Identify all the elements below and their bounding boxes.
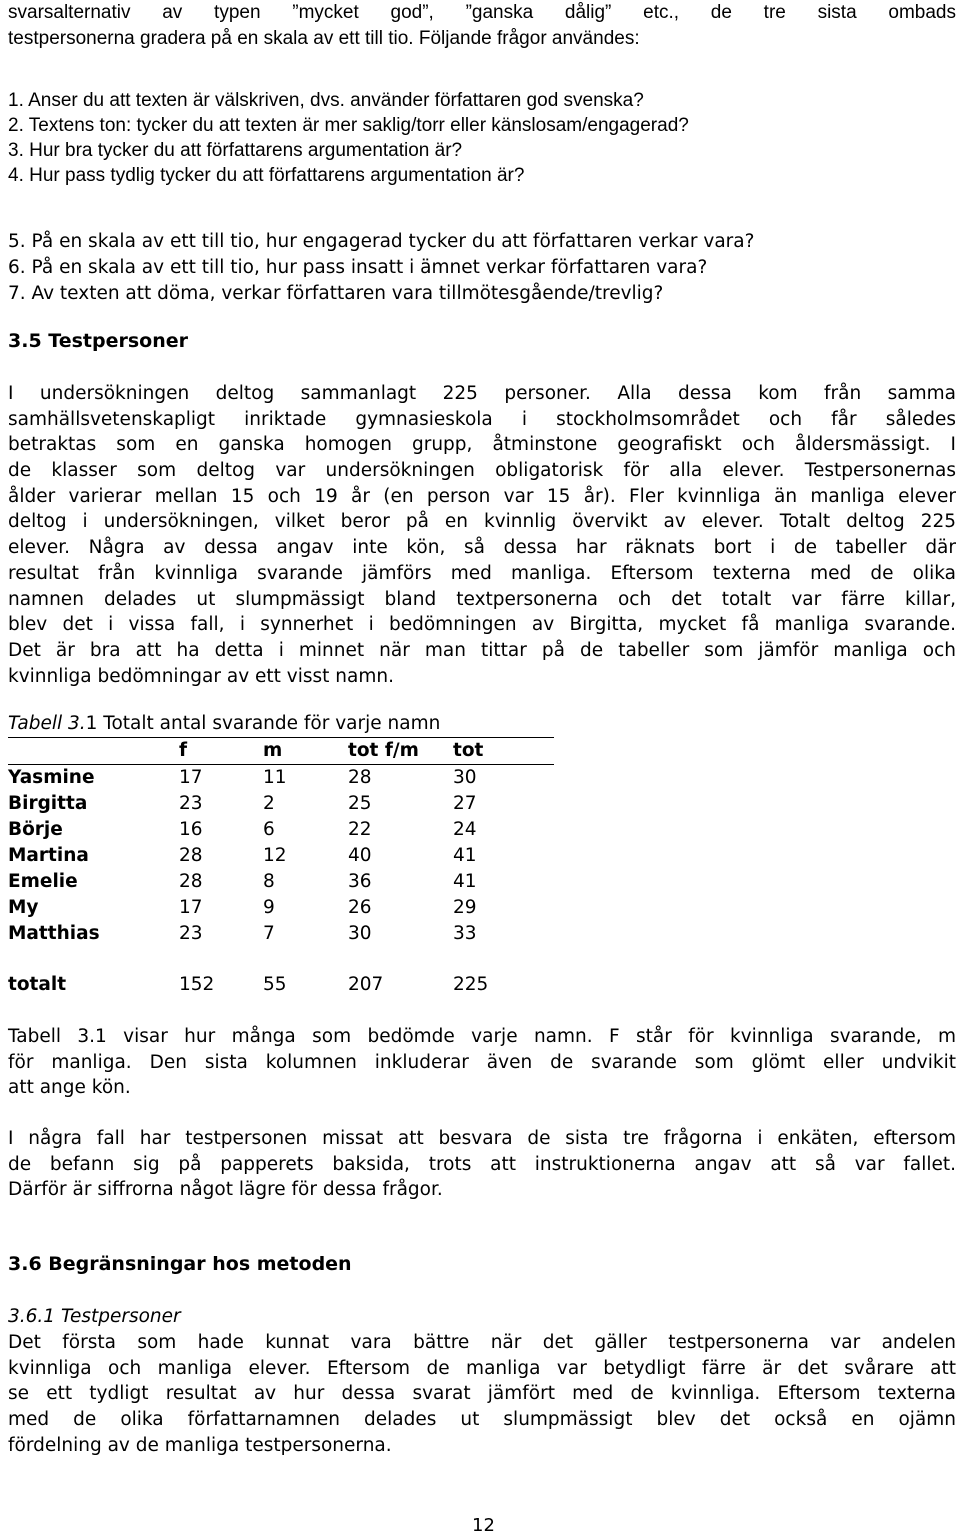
text-line: att ange kön. bbox=[8, 1077, 131, 1099]
cell-f: 28 bbox=[179, 845, 203, 866]
text-line: blev det i vissa fall, i synnerhet i bedömningen av Birgitta, mycket få manliga svarande. bbox=[8, 614, 956, 636]
text-line: elever. Några av dessa angav inte kön, så dessa har räknats bort i de tabeller där bbox=[8, 537, 956, 559]
text-line: svarsalternativ av typen ”mycket god”, ”ganska dålig” etc., de tre sista ombads bbox=[8, 2, 956, 23]
missing-answers-paragraph bbox=[8, 1126, 956, 1203]
cell-tot: 41 bbox=[453, 845, 477, 866]
text-line: fördelning av de manliga testpersonerna. bbox=[8, 1434, 392, 1456]
text-line: Tabell 3.1 visar hur många som bedömde varje namn. F står för kvinnliga svarande, m bbox=[8, 1026, 956, 1047]
text-line: med de olika författarnamnen delades ut slumpmässigt blev det också en ojämn bbox=[8, 1409, 956, 1431]
cell-m: 2 bbox=[263, 793, 275, 814]
cell-tot-fm: 40 bbox=[348, 845, 372, 866]
table-row bbox=[8, 895, 554, 921]
question-item: 7. Av texten att döma, verkar författaren vara tillmötesgående/trevlig? bbox=[8, 283, 664, 304]
header-tot-fm: tot f/m bbox=[348, 738, 453, 765]
subsection-heading: 3.6.1 Testpersoner bbox=[8, 1306, 181, 1327]
cell-tot: 24 bbox=[453, 819, 477, 840]
intro-paragraph bbox=[8, 0, 956, 52]
cell-tot-fm: 25 bbox=[348, 793, 372, 814]
table-header-row bbox=[8, 738, 554, 765]
text-line: testpersonerna gradera på en skala av ett till tio. Följande frågor användes: bbox=[8, 28, 640, 49]
page-number: 12 bbox=[472, 1515, 495, 1536]
total-m: 55 bbox=[263, 974, 287, 995]
text-line: kvinnliga bedömningar av ett visst namn. bbox=[8, 665, 394, 687]
text-line: Det är bra att ha detta i minnet när man tittar på de tabeller som jämför manliga och bbox=[8, 639, 956, 661]
row-name: Börje bbox=[8, 819, 63, 840]
respondents-table bbox=[8, 738, 554, 947]
row-name: Matthias bbox=[8, 923, 100, 944]
total-label: totalt bbox=[8, 974, 67, 995]
cell-tot: 27 bbox=[453, 793, 477, 814]
text-line: resultat från kvinnliga svarande jämförs med manliga. Eftersom texterna med de olika bbox=[8, 562, 956, 584]
section-heading: 3.6 Begränsningar hos metoden bbox=[8, 1253, 352, 1275]
text-line: I undersökningen deltog sammanlagt 225 personer. Alla dessa kom från samma bbox=[8, 383, 956, 404]
text-line: de befann sig på papperets baksida, trots att instruktionerna angav att så var fallet. bbox=[8, 1153, 956, 1175]
table-explanation-paragraph bbox=[8, 1024, 956, 1101]
total-f: 152 bbox=[179, 974, 215, 995]
text-line: ålder varierar mellan 15 och 19 år (en person var 15 år). Fler kvinnliga än manliga elever bbox=[8, 485, 956, 507]
table-row bbox=[8, 817, 554, 843]
cell-m: 6 bbox=[263, 819, 275, 840]
text-line: namnen delades ut slumpmässigt bland textpersonerna och det totalt var färre killar, bbox=[8, 588, 956, 610]
table-row bbox=[8, 791, 554, 817]
question-item: 5. På en skala av ett till tio, hur engagerad tycker du att författaren verkar vara? bbox=[8, 231, 755, 252]
table-row bbox=[8, 921, 554, 947]
section-heading: 3.5 Testpersoner bbox=[8, 330, 188, 352]
question-item: 6. På en skala av ett till tio, hur pass insatt i ämnet verkar författaren vara? bbox=[8, 257, 708, 278]
caption-text: Totalt antal svarande för varje namn bbox=[97, 713, 441, 734]
row-name: Martina bbox=[8, 845, 89, 866]
total-tot-fm: 207 bbox=[348, 974, 384, 995]
question-item: 2. Textens ton: tycker du att texten är mer saklig/torr eller känslosam/engagerad? bbox=[8, 115, 689, 136]
cell-tot-fm: 36 bbox=[348, 871, 372, 892]
cell-tot: 33 bbox=[453, 923, 477, 944]
cell-tot: 41 bbox=[453, 871, 477, 892]
cell-m: 8 bbox=[263, 871, 275, 892]
text-line: betraktas som en ganska homogen grupp, åtminstone geografiskt och åldersmässigt. I bbox=[8, 434, 956, 456]
header-f: f bbox=[179, 738, 263, 765]
cell-f: 17 bbox=[179, 897, 203, 918]
text-line: deltog i undersökningen, vilket beror på en kvinnlig övervikt av elever. Totalt deltog 225 bbox=[8, 511, 956, 533]
cell-tot-fm: 22 bbox=[348, 819, 372, 840]
question-item: 1. Anser du att texten är välskriven, dvs. använder författaren god svenska? bbox=[8, 90, 644, 111]
row-name: Yasmine bbox=[8, 767, 95, 788]
cell-f: 23 bbox=[179, 923, 203, 944]
cell-tot: 30 bbox=[453, 767, 477, 788]
text-line: kvinnliga och manliga elever. Eftersom de manliga var betydligt färre är det svårare att bbox=[8, 1357, 956, 1379]
text-line: Det första som hade kunnat vara bättre när det gäller testpersonerna var andelen bbox=[8, 1332, 956, 1353]
row-name: Birgitta bbox=[8, 793, 88, 814]
table-row bbox=[8, 869, 554, 895]
question-list bbox=[8, 88, 689, 188]
cell-m: 9 bbox=[263, 897, 275, 918]
row-name: My bbox=[8, 897, 39, 918]
text-line: se ett tydligt resultat av hur dessa svarat jämfört med de kvinnliga. Eftersom texterna bbox=[8, 1383, 956, 1405]
header-m: m bbox=[263, 738, 348, 765]
cell-f: 23 bbox=[179, 793, 203, 814]
cell-tot: 29 bbox=[453, 897, 477, 918]
cell-tot-fm: 26 bbox=[348, 897, 372, 918]
text-line: samhällsvetenskapligt inriktade gymnasieskola i stockholmsområdet och får således bbox=[8, 408, 956, 430]
cell-f: 17 bbox=[179, 767, 203, 788]
cell-f: 16 bbox=[179, 819, 203, 840]
cell-tot-fm: 30 bbox=[348, 923, 372, 944]
header-empty bbox=[8, 738, 179, 765]
question-item: 3. Hur bra tycker du att författarens argumentation är? bbox=[8, 140, 463, 161]
question-item: 4. Hur pass tydlig tycker du att författarens argumentation är? bbox=[8, 165, 525, 186]
table-row bbox=[8, 843, 554, 869]
text-line: de klasser som deltog var undersökningen obligatorisk för alla elever. Testpersonernas bbox=[8, 460, 956, 482]
header-tot: tot bbox=[453, 738, 554, 765]
cell-m: 12 bbox=[263, 845, 287, 866]
question-list-continued bbox=[8, 229, 754, 307]
cell-m: 11 bbox=[263, 767, 287, 788]
section-paragraph bbox=[8, 381, 956, 689]
caption-label: Tabell 3. bbox=[8, 713, 86, 734]
total-tot: 225 bbox=[453, 974, 489, 995]
text-line: Därför är siffrorna något lägre för dessa frågor. bbox=[8, 1179, 443, 1201]
table-caption bbox=[8, 710, 554, 738]
row-name: Emelie bbox=[8, 871, 78, 892]
cell-f: 28 bbox=[179, 871, 203, 892]
text-line: för manliga. Den sista kolumnen inkluderar även de svarande som glömt eller undvikit bbox=[8, 1051, 956, 1073]
cell-tot-fm: 28 bbox=[348, 767, 372, 788]
caption-number: 1 bbox=[85, 713, 98, 734]
limitations-paragraph bbox=[8, 1330, 956, 1458]
cell-m: 7 bbox=[263, 923, 275, 944]
table-row bbox=[8, 765, 554, 792]
text-line: I några fall har testpersonen missat att besvara de sista tre frågorna i enkäten, eftersom bbox=[8, 1128, 956, 1149]
